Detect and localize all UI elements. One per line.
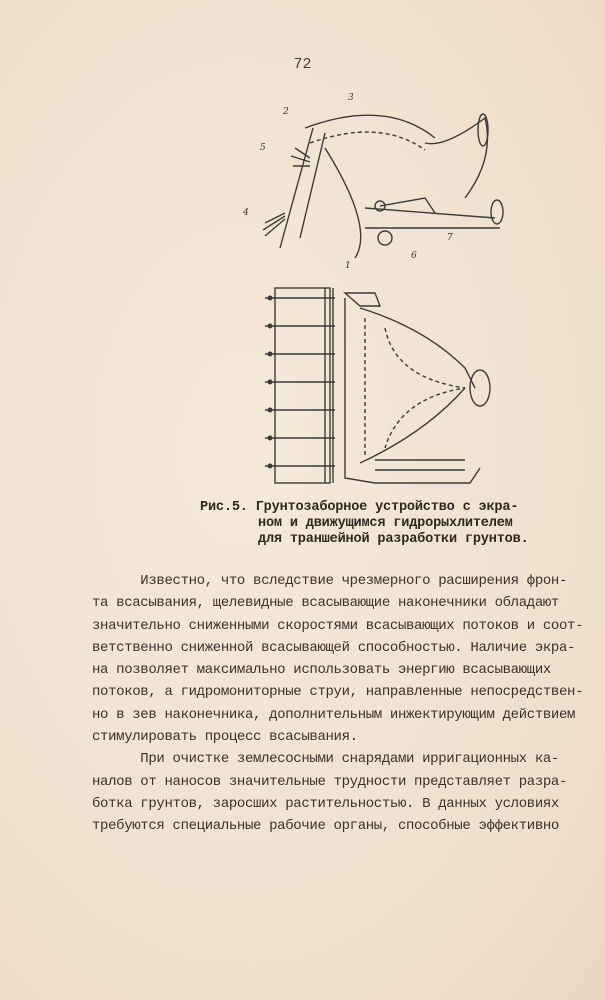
nozzle-side-upper — [360, 308, 475, 388]
nozzle-side-lower — [360, 388, 465, 463]
figure-label-2: 2 — [283, 107, 289, 117]
body-line: ветственно сниженной всасывающей способностью. Наличие экра- — [92, 639, 576, 656]
drive-rod — [375, 460, 465, 470]
caption-line-3: для траншейной разработки грунтов. — [258, 532, 529, 547]
body-paragraphs — [92, 570, 602, 838]
figure-5 — [225, 88, 555, 508]
body-line: на позволяет максимально использовать энергию всасывающих — [92, 662, 551, 679]
body-line: налов от наносов значительные трудности представляет разра- — [92, 773, 568, 790]
frame-left-bar — [280, 128, 313, 248]
body-line: но в зев наконечника, дополнительным инжектирующим действием — [92, 706, 576, 723]
body-line: стимулировать процесс всасывания. — [92, 729, 358, 746]
caption-line-2: ном и движущимся гидрорыхлителем — [258, 516, 513, 531]
body-line: При очистке землесосными снарядами ирригационных ка- — [92, 751, 559, 768]
screen-top-bracket — [345, 293, 380, 306]
figure-caption — [200, 500, 590, 548]
pivot-joint-lower — [378, 231, 392, 245]
figure-label-1: 1 — [345, 261, 351, 271]
figure-label-3: 3 — [348, 93, 354, 103]
nozzle-outlet — [470, 370, 490, 406]
page-number: 72 — [293, 56, 312, 73]
caption-line-1: Рис.5. Грунтозаборное устройство с экра- — [200, 500, 519, 515]
body-line: потоков, а гидромониторные струи, направленные непосредствен- — [92, 684, 584, 701]
body-line: требуются специальные рабочие органы, способные эффективно — [92, 818, 559, 835]
screen-arc-inner — [310, 132, 425, 150]
nozzle-left-edge — [325, 148, 361, 258]
suction-pipe-upper — [365, 208, 495, 218]
figure-label-6: 6 — [411, 251, 417, 261]
figure-drawing — [225, 88, 555, 508]
frame-right-bar — [300, 133, 325, 238]
nozzle-hidden-outline — [385, 328, 465, 448]
pipe-end-right — [491, 200, 503, 224]
jet-rays-lower — [263, 213, 285, 236]
body-line: ботка грунтов, заросших растительностью. В данных условиях — [92, 795, 559, 812]
body-line: та всасывания, щелевидные всасывающие наконечники обладают — [92, 595, 559, 612]
rake-frame — [275, 288, 330, 483]
figure-label-5: 5 — [260, 143, 266, 153]
body-line: значительно сниженными скоростями всасывающих потоков и соот- — [92, 617, 584, 634]
figure-label-4: 4 — [243, 208, 249, 218]
body-line: Известно, что вследствие чрезмерного расширения фрон- — [92, 573, 568, 589]
figure-label-7: 7 — [447, 233, 453, 243]
rake-rails — [325, 288, 333, 483]
